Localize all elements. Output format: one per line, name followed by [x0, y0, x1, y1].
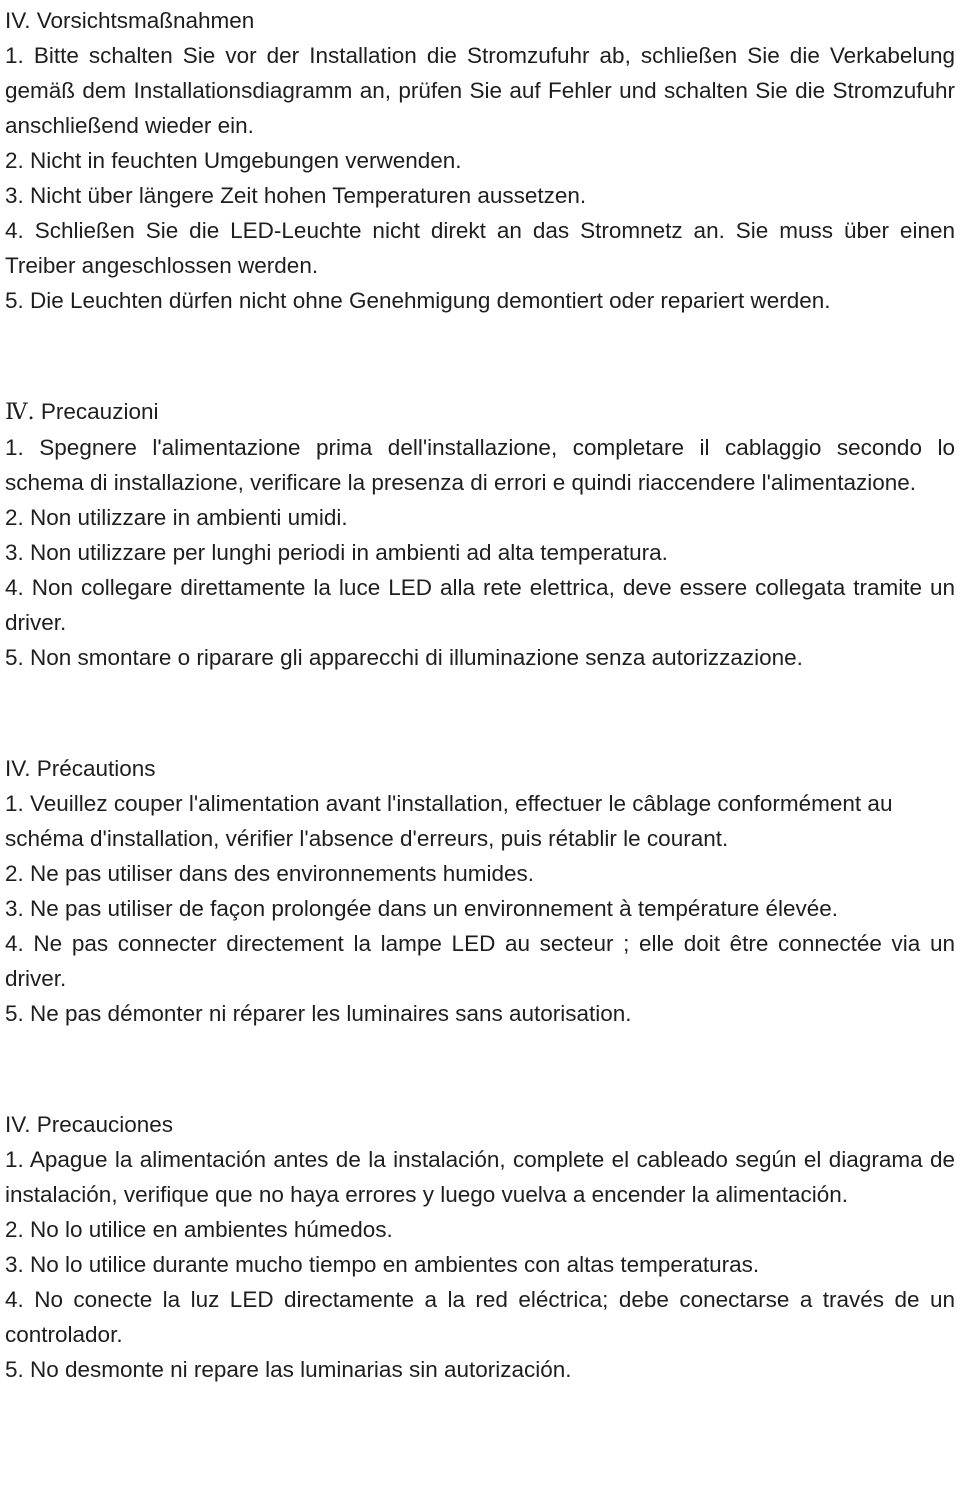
precaution-item: 2. Ne pas utiliser dans des environnements humides.: [5, 861, 535, 886]
precaution-item: 2. Non utilizzare in ambienti umidi.: [5, 505, 348, 530]
precaution-item: 4. Ne pas connecter directement la lampe LED au secteur ; elle doit être connectée via un driver.: [5, 931, 955, 991]
heading-text: Vorsichtsmaßnahmen: [36, 8, 255, 33]
heading-text: Precauzioni: [40, 399, 159, 424]
section-heading-spanish: [5, 1107, 955, 1142]
section-heading-french: [5, 751, 955, 786]
precaution-item: 3. Ne pas utiliser de façon prolongée dans un environnement à température élevée.: [5, 896, 839, 921]
roman-numeral: IV.: [5, 1112, 31, 1137]
precaution-item: 3. Nicht über längere Zeit hohen Temperaturen aussetzen.: [5, 183, 587, 208]
precaution-item: 1. Spegnere l'alimentazione prima dell'installazione, completare il cablaggio secondo lo schema di installazione, verificare la presenza di errori e quindi riaccendere l'alimentazione.: [5, 435, 955, 495]
roman-numeral: Ⅳ.: [5, 399, 35, 425]
precaution-item: 2. Nicht in feuchten Umgebungen verwenden.: [5, 148, 462, 173]
section-heading-italian: [5, 394, 955, 430]
precaution-item: 1. Bitte schalten Sie vor der Installation die Stromzufuhr ab, schließen Sie die Verkabelung gemäß dem Installationsdiagramm an, prüfen Sie auf Fehler und schalten Sie die Stromzufuhr anschließend wieder ein.: [5, 43, 955, 138]
section-german: [5, 3, 955, 318]
precaution-item-continuation: schéma d'installation, vérifier l'absence d'erreurs, puis rétablir le courant.: [5, 826, 729, 851]
precaution-item: 1. Apague la alimentación antes de la instalación, complete el cableado según el diagrama de instalación, verifique que no haya errores y luego vuelva a encender la alimentación.: [5, 1147, 955, 1207]
precaution-item: 4. Schließen Sie die LED-Leuchte nicht direkt an das Stromnetz an. Sie muss über einen Treiber angeschlossen werden.: [5, 218, 955, 278]
heading-text: Précautions: [36, 756, 156, 781]
precaution-item: 4. Non collegare direttamente la luce LED alla rete elettrica, deve essere collegata tramite un driver.: [5, 575, 955, 635]
precaution-item: 5. Die Leuchten dürfen nicht ohne Genehmigung demontiert oder repariert werden.: [5, 288, 831, 313]
precaution-item: 2. No lo utilice en ambientes húmedos.: [5, 1217, 393, 1242]
roman-numeral: IV.: [5, 8, 31, 33]
precaution-item: 3. Non utilizzare per lunghi periodi in ambienti ad alta temperatura.: [5, 540, 668, 565]
precaution-item: 3. No lo utilice durante mucho tiempo en ambientes con altas temperaturas.: [5, 1252, 760, 1277]
precaution-item: 5. No desmonte ni repare las luminarias sin autorización.: [5, 1357, 572, 1382]
section-french: [5, 751, 955, 1031]
precaution-item: 5. Ne pas démonter ni réparer les luminaires sans autorisation.: [5, 1001, 632, 1026]
precaution-item: 1. Veuillez couper l'alimentation avant l'installation, effectuer le câblage conformément au: [5, 791, 893, 816]
section-spanish: [5, 1107, 955, 1387]
heading-text: Precauciones: [36, 1112, 174, 1137]
precaution-item: 4. No conecte la luz LED directamente a la red eléctrica; debe conectarse a través de un controlador.: [5, 1287, 955, 1347]
section-heading-german: [5, 3, 955, 38]
section-italian: [5, 394, 955, 675]
precaution-item: 5. Non smontare o riparare gli apparecchi di illuminazione senza autorizzazione.: [5, 645, 803, 670]
roman-numeral: IV.: [5, 756, 31, 781]
